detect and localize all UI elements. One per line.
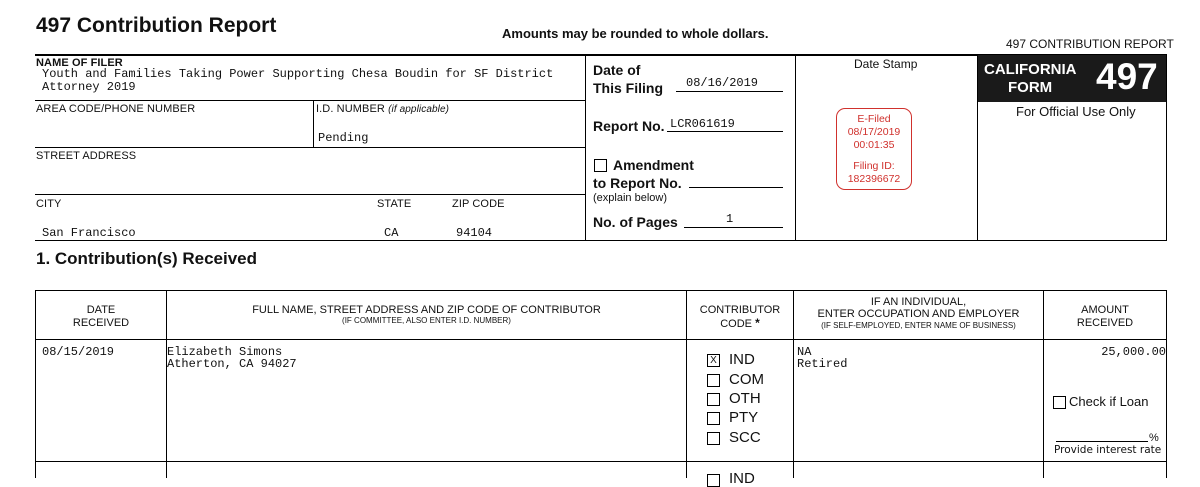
table-header-rule <box>35 339 1167 340</box>
code-com-label: COM <box>729 371 764 388</box>
stamp-filing-id-label: Filing ID: <box>853 160 895 172</box>
id-value: Pending <box>318 131 369 145</box>
table-right <box>1166 290 1167 478</box>
filing-date-label <box>593 61 663 97</box>
header-amount-2: RECEIVED <box>1076 317 1134 329</box>
form-state: CALIFORNIA <box>984 61 1077 78</box>
bottom-rule <box>35 240 1167 241</box>
header-occupation-2: ENTER OCCUPATION AND EMPLOYER <box>817 308 1020 320</box>
table-top-rule <box>35 290 1167 291</box>
header-date-1: DATE <box>86 304 116 316</box>
header-amount <box>1044 304 1166 330</box>
amendment-checkbox[interactable] <box>594 159 607 172</box>
header-occupation-note: (IF SELF-EMPLOYED, ENTER NAME OF BUSINESS) <box>821 321 1016 330</box>
filer-rule-3 <box>35 194 585 195</box>
employer-value: Retired <box>797 357 848 371</box>
code-ind-label: IND <box>729 351 755 368</box>
divider-filing <box>795 54 796 241</box>
official-use-label: For Official Use Only <box>1016 104 1136 119</box>
code-oth-label: OTH <box>729 390 761 407</box>
pages-line <box>684 227 783 228</box>
code-scc-checkbox[interactable] <box>707 432 720 445</box>
phone-label: AREA CODE/PHONE NUMBER <box>36 103 196 115</box>
pages-value: 1 <box>726 212 734 226</box>
form-number-box <box>978 55 1166 102</box>
id-label <box>316 103 449 115</box>
header-code <box>687 304 793 331</box>
filer-name-value: Youth and Families Taking Power Supporting Chesa Boudin for SF District Attorney 2019 <box>42 67 554 94</box>
stamp-filing-id: 182396672 <box>847 173 901 185</box>
next-code-ind-checkbox[interactable] <box>707 474 720 487</box>
interest-line <box>1056 441 1148 442</box>
filer-rule-2 <box>35 147 585 148</box>
stamp-date: 08/17/2019 <box>847 126 901 138</box>
form-word: FORM <box>1008 79 1053 96</box>
header-code-1: CONTRIBUTOR <box>699 304 781 316</box>
id-divider <box>313 100 314 147</box>
amendment-label-1: Amendment <box>613 157 694 173</box>
state-value: CA <box>384 226 399 240</box>
header-date <box>36 304 166 330</box>
stamp-time: 00:01:35 <box>853 139 895 151</box>
header-contributor-1: FULL NAME, STREET ADDRESS AND ZIP CODE OF CONTRIBUTOR <box>252 304 601 316</box>
occupation-value: NA <box>797 345 812 359</box>
code-pty-label: PTY <box>729 409 759 426</box>
code-com-checkbox[interactable] <box>707 374 720 387</box>
row-date: 08/15/2019 <box>42 345 115 359</box>
header-contributor-note: (IF COMMITTEE, ALSO ENTER I.D. NUMBER) <box>342 316 511 325</box>
header-date-2: RECEIVED <box>72 317 130 329</box>
zip-label: ZIP CODE <box>452 198 505 210</box>
filing-date-label-1: Date of <box>593 62 641 78</box>
divider-right <box>1166 54 1167 241</box>
code-pty-checkbox[interactable] <box>707 412 720 425</box>
contributor-address: Atherton, CA 94027 <box>167 357 297 371</box>
header-code-2: CODE <box>720 318 753 330</box>
loan-checkbox[interactable] <box>1053 396 1066 409</box>
next-code-ind-label: IND <box>729 470 755 487</box>
report-title: 497 Contribution Report <box>36 14 277 37</box>
code-oth-checkbox[interactable] <box>707 393 720 406</box>
efiled-stamp <box>836 108 912 190</box>
interest-label: Provide interest rate <box>1054 444 1162 456</box>
header-contributor <box>167 304 686 325</box>
filing-date-value: 08/16/2019 <box>686 76 759 90</box>
code-ind-checkbox[interactable]: X <box>707 354 720 367</box>
report-right-label: 497 CONTRIBUTION REPORT <box>1006 37 1174 51</box>
street-label: STREET ADDRESS <box>36 150 137 162</box>
report-no-value: LCR061619 <box>670 117 735 131</box>
report-no-label: Report No. <box>593 118 665 134</box>
percent-sign: % <box>1149 432 1159 444</box>
stamp-status: E-Filed <box>857 113 891 125</box>
table-row-rule <box>35 461 1167 462</box>
report-no-line <box>667 131 783 132</box>
zip-value: 94104 <box>456 226 493 240</box>
amendment-line <box>689 187 783 188</box>
header-amount-1: AMOUNT <box>1081 304 1129 316</box>
explain-note: (explain below) <box>593 192 667 204</box>
date-stamp-label: Date Stamp <box>854 57 918 71</box>
pages-label: No. of Pages <box>593 214 678 230</box>
filer-rule-1 <box>35 100 585 101</box>
id-label-note: (if applicable) <box>388 104 450 115</box>
header-code-star: * <box>755 316 760 330</box>
rounding-note: Amounts may be rounded to whole dollars. <box>502 26 769 41</box>
divider-filer <box>585 54 586 241</box>
header-occupation-1: IF AN INDIVIDUAL, <box>870 296 967 308</box>
filer-name-label: NAME OF FILER <box>36 57 123 69</box>
code-scc-label: SCC <box>729 429 761 446</box>
filing-date-line <box>676 91 783 92</box>
section-title: 1. Contribution(s) Received <box>36 249 258 268</box>
form-number: 497 <box>1096 56 1158 97</box>
city-value: San Francisco <box>42 226 136 240</box>
city-label: CITY <box>36 198 62 210</box>
loan-label: Check if Loan <box>1069 394 1149 409</box>
filing-date-label-2: This Filing <box>593 80 663 96</box>
state-label: STATE <box>377 198 412 210</box>
amount-value: 25,000.00 <box>1101 345 1166 359</box>
amendment-label-2: to Report No. <box>593 175 682 191</box>
contributor-name: Elizabeth Simons <box>167 345 283 359</box>
id-label-text: I.D. NUMBER <box>316 103 385 115</box>
header-occupation <box>794 296 1043 332</box>
